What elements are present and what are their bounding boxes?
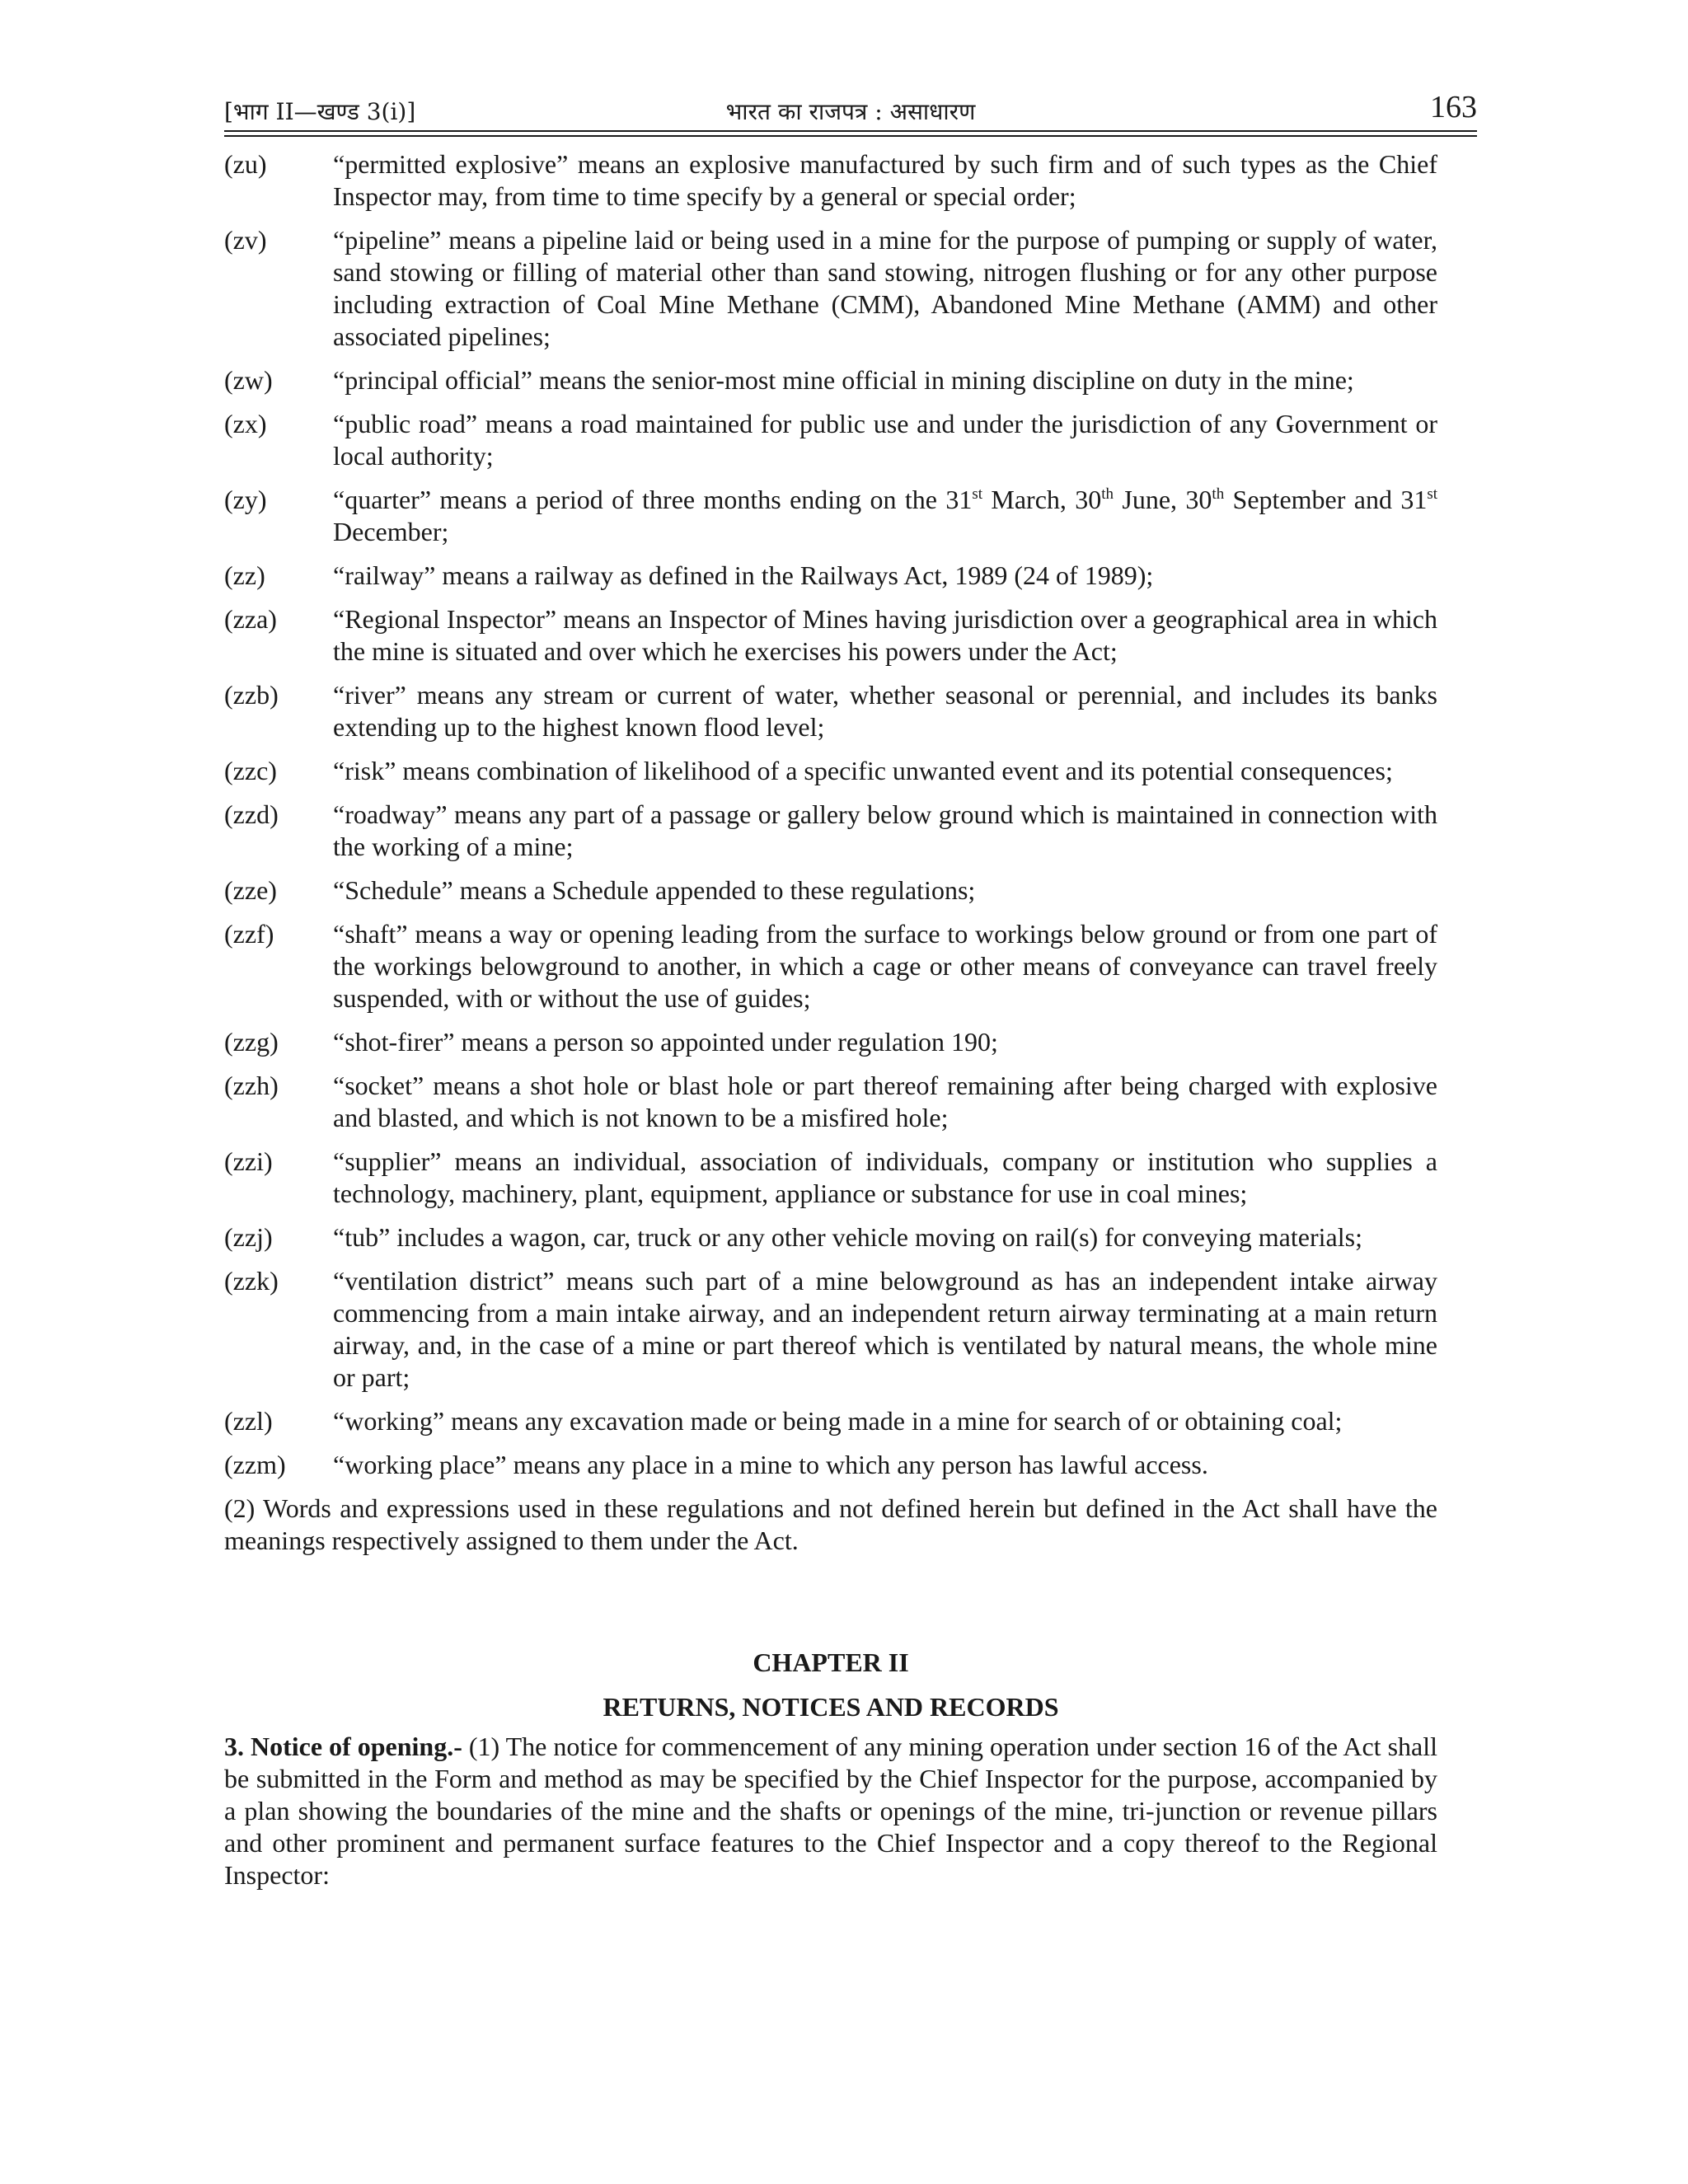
definition-text: “railway” means a railway as defined in the Railways Act, 1989 (24 of 1989); bbox=[333, 560, 1154, 590]
definition-text: “shot-firer” means a person so appointed under regulation 190; bbox=[333, 1027, 998, 1057]
definition-label: (zzg) bbox=[224, 1027, 279, 1057]
section-text: (1) The notice for commencement of any mining operation under section 16 of the Act shall be submitted in the Form and method as may be specified by the Chief Inspector for the purpose, accompanied by a plan showing the boundaries of the mine and the shafts or openings of the mine, tri-junction or revenue pillars and other prominent and permanent surface features to the Chief Inspector and a copy thereof to the Regional Inspector: bbox=[224, 1732, 1438, 1890]
chapter-number: CHAPTER II bbox=[753, 1647, 909, 1677]
section-3-notice-of-opening bbox=[224, 1731, 1437, 1891]
definition-label: (zy) bbox=[224, 485, 267, 514]
definition-label: (zu) bbox=[224, 149, 267, 179]
definition-item bbox=[224, 799, 1437, 863]
definition-label: (zz) bbox=[224, 560, 265, 590]
ordinal-suffix: th bbox=[1212, 485, 1225, 503]
page-number: 163 bbox=[1430, 90, 1477, 124]
ordinal-suffix: th bbox=[1101, 485, 1114, 503]
definition-text: “roadway” means any part of a passage or gallery below ground which is maintained in connection with the working of a mine; bbox=[333, 799, 1437, 861]
definition-label: (zzc) bbox=[224, 756, 277, 785]
definition-label: (zzl) bbox=[224, 1406, 273, 1436]
definition-item bbox=[224, 484, 1437, 548]
definition-item bbox=[224, 560, 1437, 592]
ordinal-suffix: st bbox=[972, 485, 983, 503]
definition-text: “tub” includes a wagon, car, truck or any other vehicle moving on rail(s) for conveying materials; bbox=[333, 1222, 1362, 1252]
definition-label: (zzj) bbox=[224, 1222, 273, 1252]
definition-label: (zx) bbox=[224, 409, 267, 438]
definition-item bbox=[224, 408, 1437, 472]
definition-item bbox=[224, 1070, 1437, 1134]
definition-text: “working” means any excavation made or being made in a mine for search of or obtaining coal; bbox=[333, 1406, 1343, 1436]
header-rule-top bbox=[224, 130, 1477, 132]
definition-item bbox=[224, 755, 1437, 787]
definition-text: “working place” means any place in a mine to which any person has lawful access. bbox=[333, 1450, 1208, 1479]
quarter-text-e: December; bbox=[333, 517, 449, 546]
definition-text: “pipeline” means a pipeline laid or being used in a mine for the purpose of pumping or supply of water, sand stowing or filling of material other than sand stowing, nitrogen flushing or for any other purpose including extraction of Coal Mine Methane (CMM), Abandoned Mine Methane (AMM) and other associated pipelines; bbox=[333, 225, 1437, 351]
definition-label: (zzh) bbox=[224, 1071, 279, 1100]
definition-text: “socket” means a shot hole or blast hole or part thereof remaining after being charged with explosive and blasted, and which is not known to be a misfired hole; bbox=[333, 1071, 1437, 1132]
quarter-text-c: June, 30 bbox=[1114, 485, 1212, 514]
page-header bbox=[224, 92, 1477, 130]
definition-label: (zzk) bbox=[224, 1266, 279, 1296]
definition-text: “Regional Inspector” means an Inspector of Mines having jurisdiction over a geographical area in which the mine is situated and over which he exercises his powers under the Act; bbox=[333, 604, 1437, 666]
definition-text: “supplier” means an individual, association of individuals, company or institution who supplies a technology, machinery, plant, equipment, appliance or substance for use in coal mines; bbox=[333, 1146, 1437, 1208]
definition-label: (zw) bbox=[224, 365, 273, 395]
definition-item bbox=[224, 874, 1437, 907]
header-rule-bottom bbox=[224, 135, 1477, 137]
definition-item bbox=[224, 679, 1437, 743]
definition-label: (zzf) bbox=[224, 919, 274, 949]
header-part-section: [भाग II—खण्ड 3(i)] bbox=[224, 98, 416, 125]
definition-item bbox=[224, 224, 1437, 353]
chapter-title: RETURNS, NOTICES AND RECORDS bbox=[603, 1692, 1059, 1722]
definition-text: “risk” means combination of likelihood of a specific unwanted event and its potential consequences; bbox=[333, 756, 1393, 785]
definition-text bbox=[333, 484, 1437, 548]
definition-item bbox=[224, 603, 1437, 668]
section-heading: 3. Notice of opening.- bbox=[224, 1732, 462, 1761]
definition-item bbox=[224, 918, 1437, 1015]
subregulation-2: (2) Words and expressions used in these regulations and not defined herein but defined in the Act shall have the meanings respectively assigned to them under the Act. bbox=[224, 1493, 1437, 1555]
definition-label: (zzb) bbox=[224, 680, 279, 710]
definition-text: “river” means any stream or current of water, whether seasonal or perennial, and includes its banks extending up to the highest known flood level; bbox=[333, 680, 1437, 742]
definition-item bbox=[224, 148, 1437, 213]
definition-text: “permitted explosive” means an explosive manufactured by such firm and of such types as the Chief Inspector may, from time to time specify by a general or special order; bbox=[333, 149, 1437, 211]
definition-text: “shaft” means a way or opening leading from the surface to workings below ground or from one part of the workings belowground to another, in which a cage or other means of conveyance can travel freely suspended, with or without the use of guides; bbox=[333, 919, 1437, 1013]
definition-label: (zzd) bbox=[224, 799, 279, 829]
quarter-text-b: March, 30 bbox=[982, 485, 1102, 514]
quarter-text-a: “quarter” means a period of three months ending on the 31 bbox=[333, 485, 973, 514]
definition-item bbox=[224, 1026, 1437, 1058]
definition-label: (zzi) bbox=[224, 1146, 273, 1176]
definition-item bbox=[224, 1449, 1437, 1481]
definition-label: (zze) bbox=[224, 875, 277, 905]
definition-label: (zza) bbox=[224, 604, 277, 634]
definitions-list bbox=[224, 148, 1437, 1557]
definition-label: (zzm) bbox=[224, 1450, 286, 1479]
definition-label: (zv) bbox=[224, 225, 267, 255]
ordinal-suffix: st bbox=[1427, 485, 1438, 503]
definition-item bbox=[224, 364, 1437, 396]
definition-item bbox=[224, 1146, 1437, 1210]
definition-text: “Schedule” means a Schedule appended to these regulations; bbox=[333, 875, 976, 905]
definition-text: “principal official” means the senior-most mine official in mining discipline on duty in the mine; bbox=[333, 365, 1354, 395]
definition-item bbox=[224, 1405, 1437, 1437]
definition-item bbox=[224, 1265, 1437, 1394]
header-gazette-title: भारत का राजपत्र : असाधारण bbox=[725, 98, 976, 125]
definition-text: “public road” means a road maintained for public use and under the jurisdiction of any Government or local authority; bbox=[333, 409, 1437, 471]
definition-item bbox=[224, 1221, 1437, 1254]
definition-text: “ventilation district” means such part of a mine belowground as has an independent intake airway commencing from a main intake airway, and an independent return airway terminating at a main return airway, and, in the case of a mine or part thereof which is ventilated by natural means, the whole mine or part; bbox=[333, 1266, 1437, 1392]
quarter-text-d: September and 31 bbox=[1224, 485, 1428, 514]
